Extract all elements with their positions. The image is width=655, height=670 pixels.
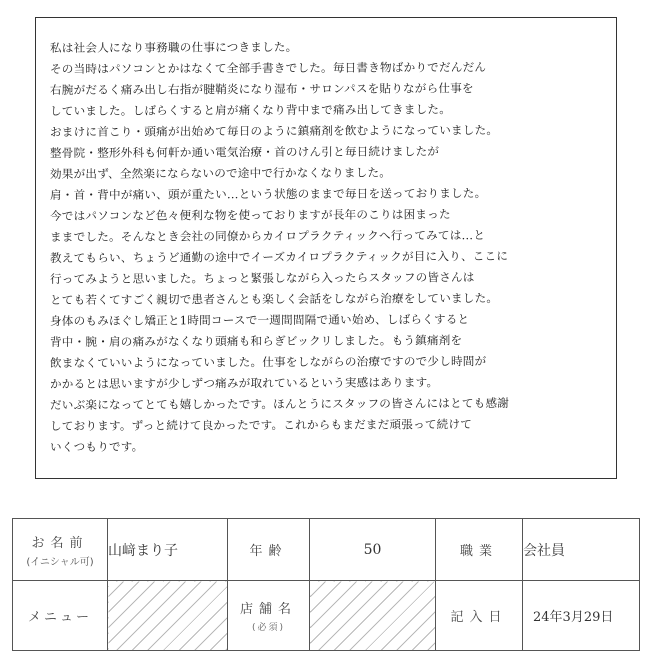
letter-line: おまけに首こり・頭痛が出始めて毎日のように鎮痛剤を飲むようになっていました。 [49,123,499,139]
name-sub-label: (イニシャル可) [26,556,94,568]
customer-info-form [12,518,640,651]
letter-line: 私は社会人になり事務職の仕事につきました。 [49,39,298,55]
menu-field[interactable] [108,581,228,651]
date-field[interactable]: 24年3月29日 [523,581,640,651]
letter-line: しております。ずっと続けて良かったです。これからもまだまだ頑張って続けて [49,417,473,433]
name-label: お名前 [31,535,89,551]
letter-line: ままでした。そんなとき会社の同僚からカイロプラクティックへ行ってみては…と [49,228,486,244]
letter-line: 右腕がだるく痛み出し右指が腱鞘炎になり湿布・サロンパスを貼りながら仕事を [49,81,474,97]
letter-line: その当時はパソコンとかはなくて全部手書きでした。毎日書き物ばかりでだんだん [49,60,487,76]
letter-line: 身体のもみほぐし矯正と1時間コースで一週間間隔で通い始め、しばらくすると [49,312,470,328]
store-sub-label: (必須) [251,623,286,633]
letter-line: していました。しばらくすると肩が痛くなり背中まで痛み出してきました。 [49,102,452,118]
store-label: 店舗名 [239,602,297,617]
letter-line: かかるとは思いますが少しずつ痛みが取れているという実感はあります。 [49,375,439,391]
letter-line: とても若くてすごく親切で患者さんとも楽しく会話をしながら治療をしていました。 [49,291,499,307]
letter-line: 行ってみようと思いました。ちょっと緊張しながら入ったらスタッフの皆さんは [49,270,475,286]
job-field[interactable]: 会社員 [523,519,640,581]
letter-line: いくつもりです。 [49,439,144,454]
letter-line: 効果が出ず、全然楽にならないので途中で行かなくなりました。 [49,165,392,181]
age-field[interactable]: 50 [310,519,436,581]
date-label: 記入日 [436,581,523,651]
menu-label: メニュー [13,581,108,651]
letter-line: 今ではパソコンなど色々便利な物を使っておりますが長年のこりは困まった [49,207,451,223]
letter-line: 背中・腕・肩の痛みがなくなり頭痛も和らぎビックリしました。もう鎮痛剤を [49,333,463,349]
letter-body [50,38,606,458]
letter-line: 教えてもらい、ちょうど通勤の途中でイーズカイロプラクティックが目に入り、ここに [49,249,509,265]
name-label-cell [13,519,108,581]
job-label: 職業 [436,519,523,581]
name-field[interactable]: 山﨑まり子 [108,519,228,581]
letter-line: 飲まなくていいようになっていました。仕事をしながらの治療ですので少し時間が [49,354,487,370]
testimonial-letter [35,17,617,479]
age-label: 年齢 [228,519,310,581]
letter-line: だいぶ楽になってとても嬉しかったです。ほんとうにスタッフの皆さんにはとても感謝 [49,395,510,412]
letter-line: 肩・首・背中が痛い、頭が重たい…という状態のままで毎日を送っておりました。 [49,186,487,202]
letter-line: 整骨院・整形外科も何軒か通い電気治療・首のけん引と毎日続けましたが [49,144,440,160]
store-label-cell [228,581,310,651]
store-field[interactable] [310,581,436,651]
